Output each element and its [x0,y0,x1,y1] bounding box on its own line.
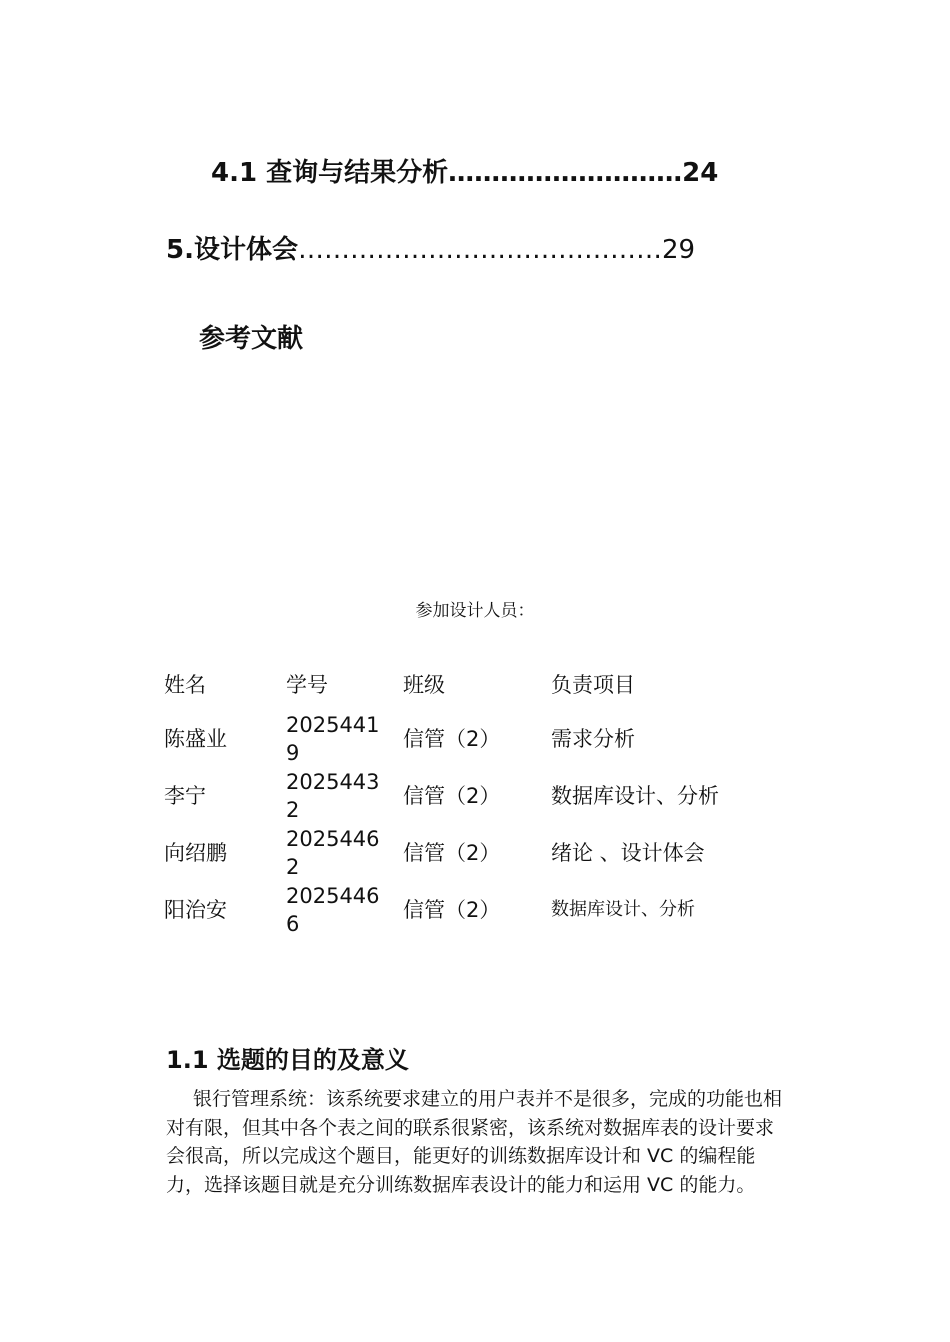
toc-entry-5 [166,229,695,266]
member-class: 信管（2） [403,783,501,808]
member-id [286,881,403,938]
member-duty: 绪论 、设计体会 [551,840,705,865]
table-row [164,710,771,767]
member-class: 信管（2） [403,897,501,922]
table-row [164,767,771,824]
header-class: 班级 [403,673,445,697]
member-duty: 需求分析 [551,726,635,751]
table-header-row [164,660,771,710]
member-duty: 数据库设计、分析 [551,783,719,808]
member-name: 向绍鹏 [164,840,227,865]
header-duty: 负责项目 [551,673,635,697]
member-class: 信管（2） [403,840,501,865]
toc-entry-references: 参考文献 [199,324,304,354]
member-name: 李宁 [164,783,206,808]
member-duty: 数据库设计、分析 [551,898,695,920]
section-title: 1.1 选题的目的及意义 [166,1046,409,1074]
table-row [164,824,771,881]
toc-entry-5-title: 5.设计体会 [166,235,298,265]
member-name: 阳治安 [164,897,227,922]
header-id: 学号 [286,673,328,697]
member-id [286,767,403,824]
member-name: 陈盛业 [164,726,227,751]
section-paragraph: 银行管理系统：该系统要求建立的用户表并不是很多，完成的功能也相对有限，但其中各个表之间的联系很紧密，该系统对数据库表的设计要求会很高，所以完成这个题目，能更好的训练数据库设计和 VC 的编程能力，选择该题目就是充分训练数据库表设计的能力和运用 VC 的能力。 [166,1088,783,1196]
member-id-text: 20254419 [286,712,380,765]
member-id-text: 20254432 [286,769,380,822]
table-row [164,881,771,938]
member-class: 信管（2） [403,726,501,751]
toc-entry-5-leader: ……………………………………29 [297,235,696,265]
member-id [286,710,403,767]
members-label: 参加设计人员： [415,601,535,621]
member-id [286,824,403,881]
member-id-text: 20254466 [286,883,380,936]
members-table [164,660,771,938]
toc-entry-4-1: 4.1 查询与结果分析………………………24 [211,158,719,188]
member-id-text: 20254462 [286,826,380,879]
header-name: 姓名 [164,673,206,697]
